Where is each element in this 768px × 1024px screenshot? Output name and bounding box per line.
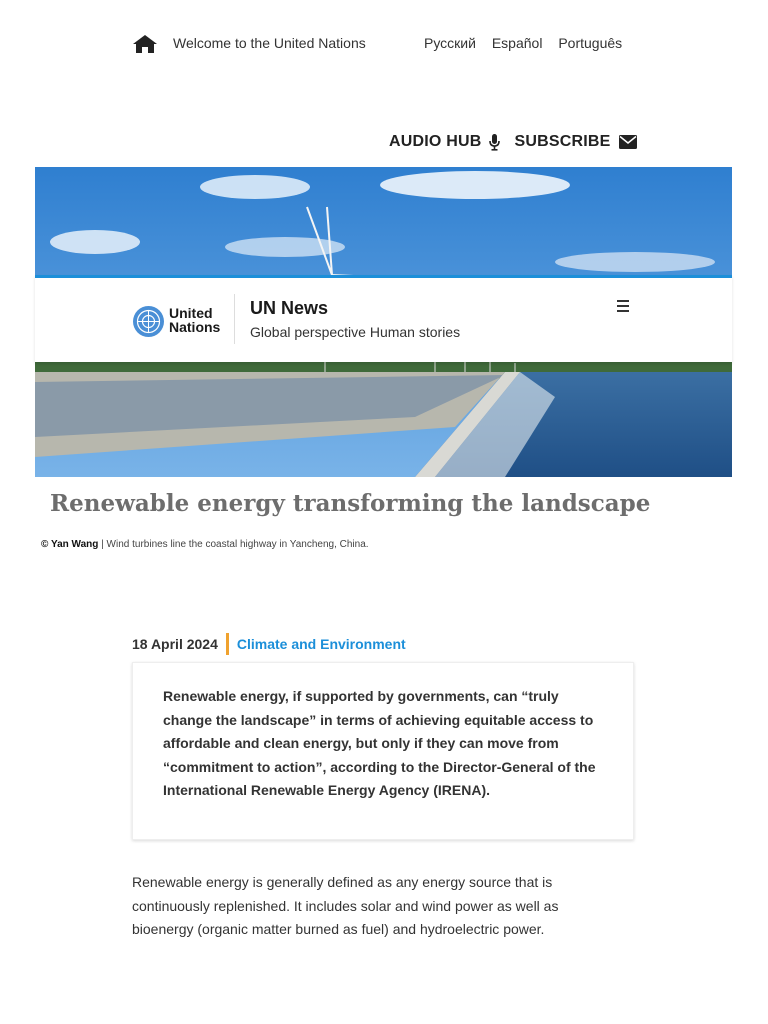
meta-separator xyxy=(226,633,229,655)
home-icon[interactable] xyxy=(132,34,158,54)
envelope-icon xyxy=(619,135,637,149)
top-bar xyxy=(0,32,768,56)
article-body-paragraph: Renewable energy is generally defined as any energy source that is continuously replenished. It includes solar and wind power as well as bioenergy (organic matter burned as fuel) and hydroelectric power. xyxy=(132,874,559,937)
un-logo-line-1: United xyxy=(169,305,213,321)
article-summary-box xyxy=(132,662,634,840)
hamburger-menu-icon[interactable] xyxy=(615,299,631,313)
header-divider xyxy=(234,294,235,344)
language-switcher xyxy=(424,35,634,51)
subscribe-link[interactable] xyxy=(514,133,636,151)
article-meta xyxy=(132,632,406,656)
site-title[interactable]: UN News xyxy=(250,298,329,318)
subscribe-label: SUBSCRIBE xyxy=(514,133,611,150)
header-actions xyxy=(389,130,637,154)
image-caption xyxy=(41,539,369,550)
article-headline: Renewable energy transforming the landscape xyxy=(50,490,651,517)
audio-hub-link[interactable] xyxy=(389,133,500,151)
article-date: 18 April 2024 xyxy=(132,636,218,652)
audio-hub-label: AUDIO HUB xyxy=(389,133,482,150)
caption-credit: © Yan Wang xyxy=(41,539,99,550)
site-subtitle: Global perspective Human stories xyxy=(250,324,461,340)
un-logo-text[interactable] xyxy=(169,306,220,334)
microphone-icon xyxy=(489,134,500,151)
site-header-card xyxy=(35,275,732,362)
un-logo-line-2: Nations xyxy=(169,319,221,335)
caption-text: | Wind turbines line the coastal highway in Yancheng, China. xyxy=(101,539,369,550)
category-link[interactable]: Climate and Environment xyxy=(236,636,406,652)
article-summary: Renewable energy, if supported by governments, can “truly change the landscape” in terms of achieving equitable access to affordable and clean energy, but only if they can move from “commitment to action”, according to the Director-General of the International Renewable Energy Agency (IRENA). xyxy=(163,688,596,798)
language-spanish[interactable]: Español xyxy=(491,35,543,51)
language-russian[interactable]: Русский xyxy=(424,35,476,51)
welcome-link[interactable]: Welcome to the United Nations xyxy=(173,35,366,51)
language-portuguese[interactable]: Português xyxy=(558,35,623,51)
un-emblem-icon[interactable] xyxy=(132,305,165,338)
